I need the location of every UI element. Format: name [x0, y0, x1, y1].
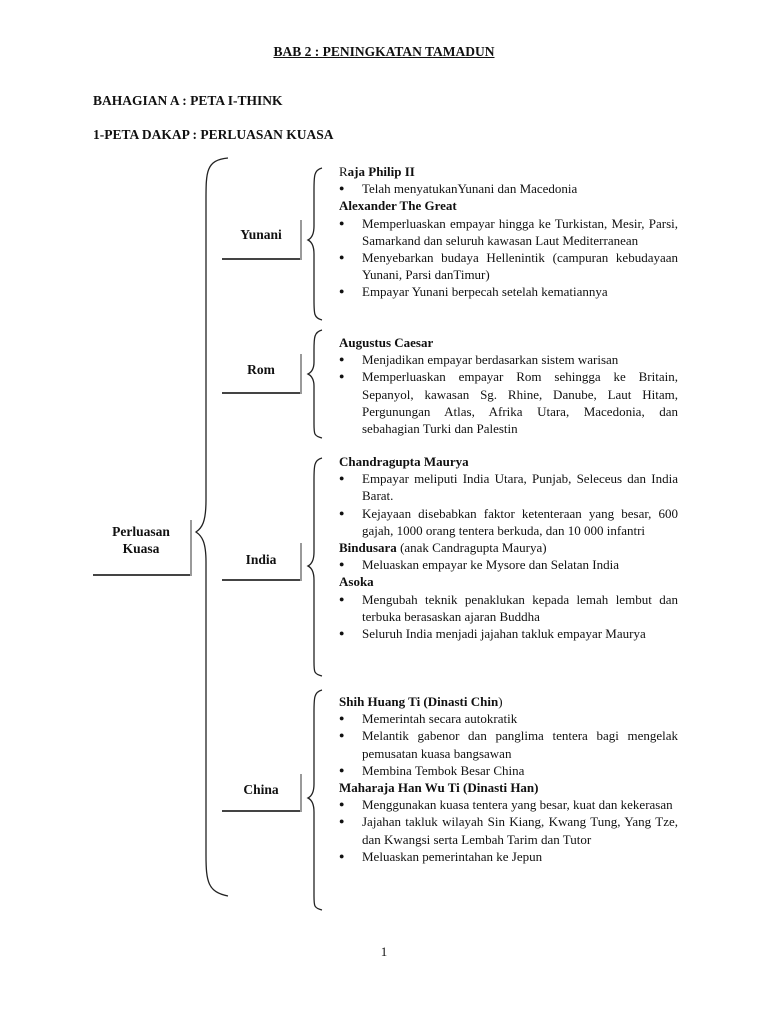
branch-label-yunani: Yunani	[240, 227, 282, 242]
list-item: ● Kejayaan disebabkan faktor ketenteraan yang besar, 600 gajah, 1000 orang tentera berkuda, dan 10 000 infantri	[339, 505, 678, 539]
list-item: ● Membina Tembok Besar China	[339, 762, 678, 779]
list-item: ● Melantik gabenor dan panglima tentera bagi mengelak pemusatan kuasa bangsawan	[339, 727, 678, 761]
root-label-line2: Kuasa	[122, 541, 160, 556]
ruler-name: Maharaja Han Wu Ti (Dinasti Han)	[339, 780, 539, 796]
list-item: ● Seluruh India menjadi jajahan takluk empayar Maurya	[339, 625, 678, 642]
ruler-name: Bindusara (anak Candragupta Maurya)	[339, 540, 547, 556]
ruler-name: Augustus Caesar	[339, 335, 434, 350]
branch-shadow-yunani	[300, 220, 302, 260]
root-label-line1: Perluasan	[112, 524, 170, 539]
branch-label-china: China	[243, 782, 279, 797]
subsection-heading: 1-PETA DAKAP : PERLUASAN KUASA	[93, 127, 334, 142]
list-item: ● Menggunakan kuasa tentera yang besar, kuat dan kekerasan	[339, 796, 678, 813]
branch-underline-india	[222, 579, 302, 581]
branch-underline-yunani	[222, 258, 302, 260]
branch-content-india	[339, 453, 678, 642]
list-item: ● Memperluaskan empayar hingga ke Turkistan, Mesir, Parsi, Samarkand dan seluruh kawasan Laut Mediterranean	[339, 215, 678, 249]
ruler-name: Alexander The Great	[339, 198, 457, 214]
branch-content-rom	[339, 334, 678, 437]
branch-underline-china	[222, 810, 302, 812]
page-number: 1	[380, 944, 388, 959]
branch-label-rom: Rom	[247, 362, 275, 377]
branch-content-yunani	[339, 163, 678, 301]
ruler-name: Asoka	[339, 574, 374, 590]
document-title: BAB 2 : PENINGKATAN TAMADUN	[273, 44, 495, 59]
branch-content-china	[339, 693, 678, 865]
list-item: ● Mengubah teknik penaklukan kepada lemah lembut dan terbuka berasaskan ajaran Buddha	[339, 591, 678, 625]
ruler-name: Chandragupta Maurya	[339, 454, 469, 469]
branch-underline-rom	[222, 392, 302, 394]
branch-shadow-china	[300, 774, 302, 812]
list-item: ● Empayar meliputi India Utara, Punjab, Seleceus dan India Barat.	[339, 470, 678, 504]
root-node-label	[93, 523, 189, 557]
root-node-shadow	[190, 520, 192, 576]
list-item: ● Jajahan takluk wilayah Sin Kiang, Kwang Tung, Yang Tze, dan Kwangsi serta Lembah Tarim dan Tutor	[339, 813, 678, 847]
list-item: ● Meluaskan empayar ke Mysore dan Selatan India	[339, 556, 678, 573]
root-node-underline	[93, 574, 192, 576]
branch-shadow-rom	[300, 354, 302, 394]
list-item: ● Telah menyatukanYunani dan Macedonia	[339, 180, 678, 197]
branch-label-india: India	[245, 552, 277, 567]
list-item: ● Empayar Yunani berpecah setelah kematiannya	[339, 283, 678, 300]
ruler-name: Shih Huang Ti (Dinasti Chin)	[339, 694, 503, 709]
section-heading: BAHAGIAN A : PETA I-THINK	[93, 93, 283, 108]
branch-shadow-india	[300, 543, 302, 581]
list-item: ● Memperluaskan empayar Rom sehingga ke Britain, Sepanyol, kawasan Sg. Rhine, Danube, Laut Hitam, Pergunungan Atlas, Afrika Utara, Macedonia, dan sebahagian Turki dan Palestin	[339, 368, 678, 437]
list-item: ● Meluaskan pemerintahan ke Jepun	[339, 848, 678, 865]
list-item: ● Menyebarkan budaya Hellenintik (campuran kebudayaan Yunani, Parsi danTimur)	[339, 249, 678, 283]
list-item: ● Memerintah secara autokratik	[339, 710, 678, 727]
ruler-name: Raja Philip II	[339, 164, 415, 179]
list-item: ● Menjadikan empayar berdasarkan sistem warisan	[339, 351, 678, 368]
